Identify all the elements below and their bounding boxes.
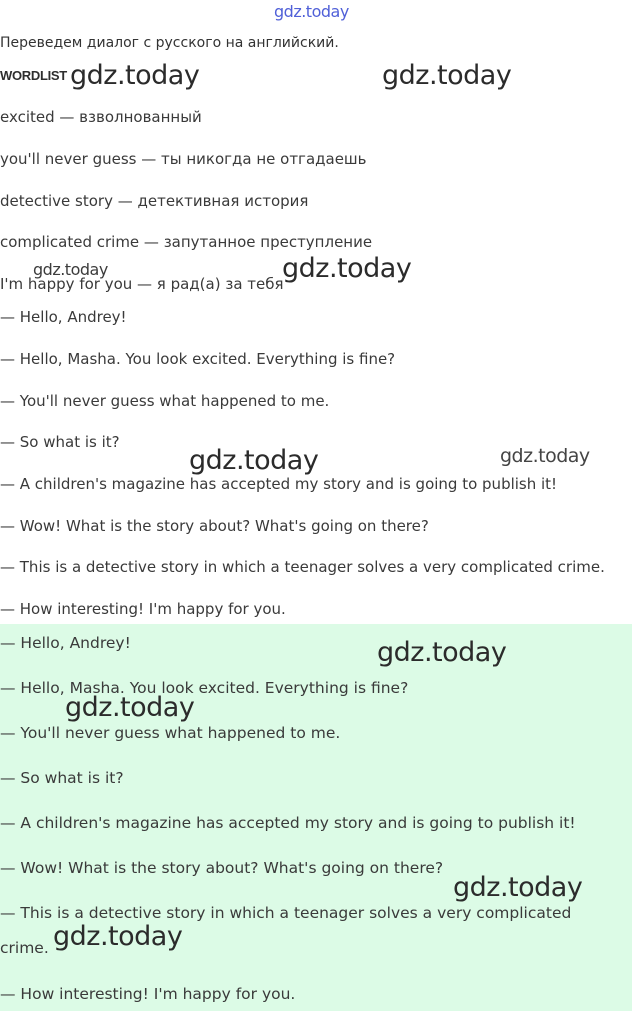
answer-line: — You'll never guess what happened to me. <box>0 724 341 742</box>
watermark: gdz.today <box>453 872 583 903</box>
answer-line: — So what is it? <box>0 769 124 787</box>
watermark: gdz.today <box>377 637 507 668</box>
dialogue-line: — A children's magazine has accepted my story and is going to publish it! <box>0 475 558 493</box>
answer-line: — A children's magazine has accepted my story and is going to publish it! <box>0 814 576 832</box>
watermark: gdz.today <box>33 260 108 279</box>
wordlist-item: complicated crime — запутанное преступление <box>0 233 373 251</box>
wordlist-item: I'm happy for you — я рад(а) за тебя <box>0 275 284 293</box>
watermark: gdz.today <box>53 921 183 952</box>
intro-text: Переведем диалог с русского на английский. <box>0 35 339 51</box>
watermark: gdz.today <box>282 253 412 284</box>
site-logo[interactable]: gdz.today <box>274 2 349 21</box>
wordlist-item: excited — взволнованный <box>0 108 202 126</box>
wordlist-item: you'll never guess — ты никогда не отгадаешь <box>0 150 367 168</box>
dialogue-line: — Hello, Masha. You look excited. Everything is fine? <box>0 350 396 368</box>
answer-line: — Hello, Masha. You look excited. Everything is fine? <box>0 679 409 697</box>
answer-block <box>0 624 632 1011</box>
answer-line: — This is a detective story in which a teenager solves a very complicated <box>0 904 572 922</box>
watermark: gdz.today <box>65 692 195 723</box>
wordlist-title: WORDLIST <box>0 68 67 83</box>
watermark: gdz.today <box>70 60 200 91</box>
dialogue-line: — So what is it? <box>0 433 120 451</box>
answer-line: — Hello, Andrey! <box>0 634 131 652</box>
dialogue-line: — Wow! What is the story about? What's going on there? <box>0 517 429 535</box>
answer-line: — How interesting! I'm happy for you. <box>0 985 296 1003</box>
wordlist-item: detective story — детективная история <box>0 192 309 210</box>
answer-line: crime. <box>0 939 49 957</box>
dialogue-line: — This is a detective story in which a teenager solves a very complicated crime. <box>0 558 605 576</box>
dialogue-line: — How interesting! I'm happy for you. <box>0 600 286 618</box>
watermark: gdz.today <box>500 445 590 467</box>
dialogue-line: — You'll never guess what happened to me. <box>0 392 330 410</box>
answer-line: — Wow! What is the story about? What's going on there? <box>0 859 444 877</box>
watermark: gdz.today <box>382 60 512 91</box>
dialogue-line: — Hello, Andrey! <box>0 308 127 326</box>
watermark: gdz.today <box>189 445 319 476</box>
